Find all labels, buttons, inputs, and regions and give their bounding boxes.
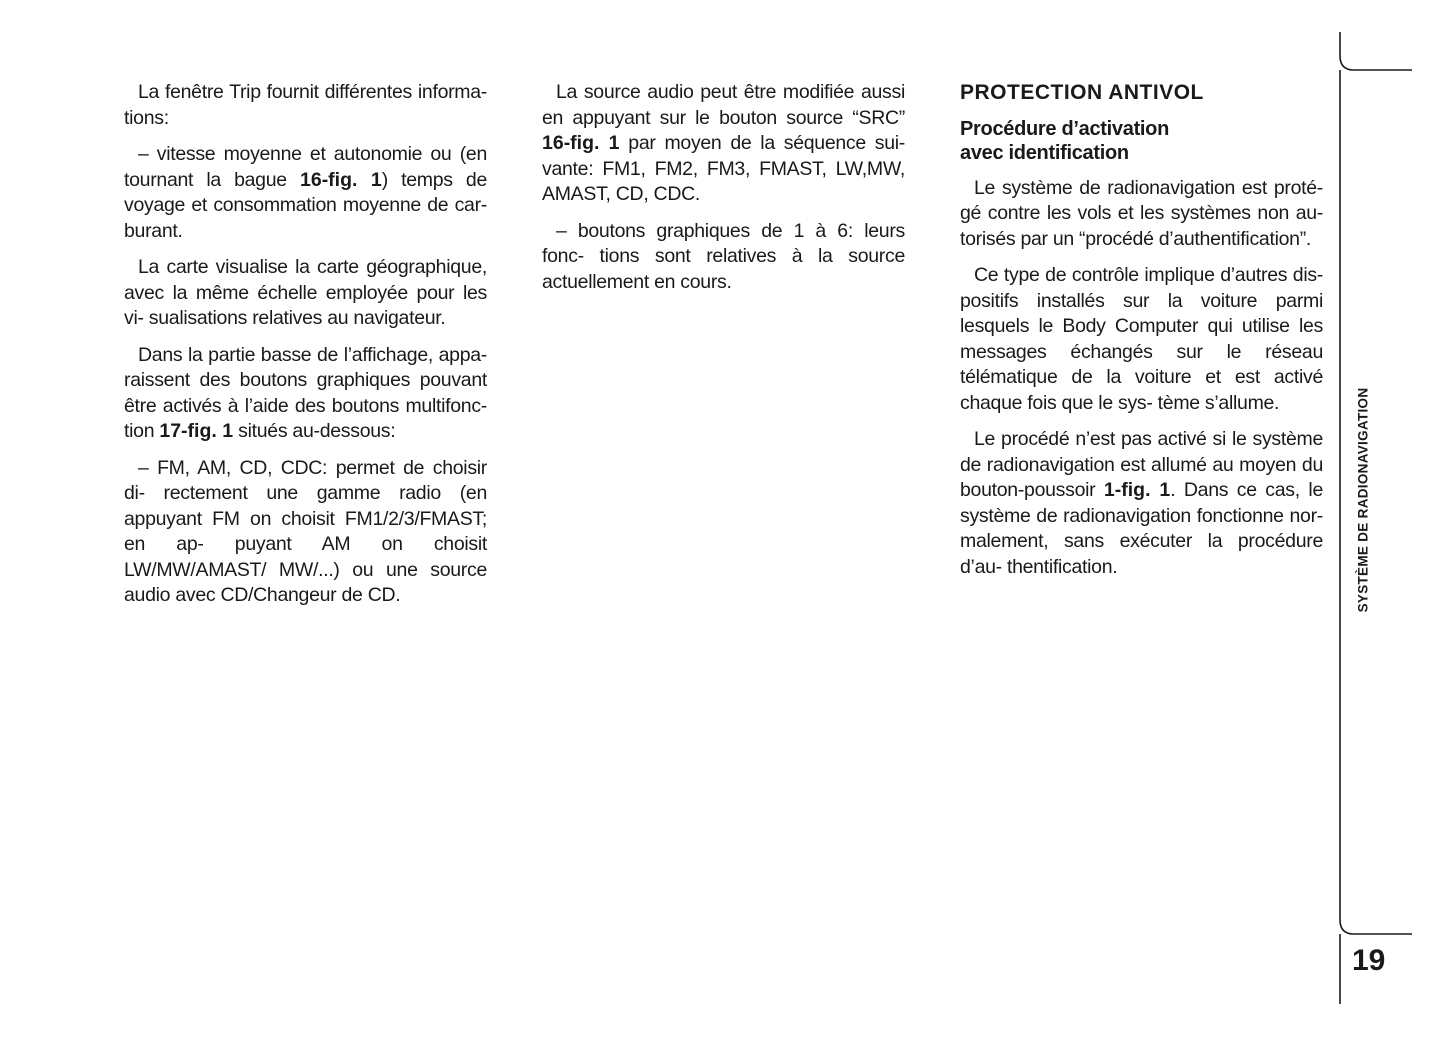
paragraph-text: La carte visualise la carte géographique, avec la même échelle employée pour les vi- sualisations relatives au navigateur. xyxy=(124,256,487,329)
paragraph-text: par moyen de la séquence sui- vante: FM1, FM2, FM3, FMAST, LW,MW, AMAST, CD, CDC. xyxy=(542,132,906,205)
subsection-heading-line: avec identification xyxy=(960,141,1129,164)
paragraph-text: situés au-dessous: xyxy=(233,420,396,442)
figure-reference: 17-fig. 1 xyxy=(159,420,234,442)
paragraph-text: . Dans ce cas, le système de radionavigation fonctionne nor- malement, sans exécuter la procédure d’au- thentification. xyxy=(960,479,1324,578)
figure-reference: 1-fig. 1 xyxy=(1103,479,1171,501)
paragraph xyxy=(124,80,487,131)
text-column-1 xyxy=(124,80,487,620)
paragraph-text: – vitesse moyenne et autonomie ou (en tournant la bague xyxy=(124,143,487,191)
paragraph-text: – FM, AM, CD, CDC: permet de choisir di- rectement une gamme radio (en appuyant FM on choisit FM1/2/3/FMAST; en ap- puyant AM on choisit LW/MW/AMAST/ MW/...) ou une source audio avec CD/Changeur de CD. xyxy=(124,456,487,606)
paragraph xyxy=(124,255,487,332)
paragraph-text: Le système de radionavigation est proté- gé contre les vols et les systèmes non au- torisés par un “procédé d’authentification”. xyxy=(960,176,1323,250)
section-heading: PROTECTION ANTIVOL xyxy=(960,81,1204,104)
figure-reference: 16-fig. 1 xyxy=(542,132,620,154)
paragraph xyxy=(124,456,487,609)
paragraph-text: ) temps de voyage et consommation moyenne de car- burant. xyxy=(124,168,487,242)
paragraph-text: Dans la partie basse de l’affichage, appa- raissent des boutons graphiques pouvant être activés à l’aide des boutons multifonc- tion xyxy=(124,343,487,442)
paragraph xyxy=(124,343,487,445)
paragraph xyxy=(124,142,487,244)
paragraph xyxy=(960,427,1323,580)
paragraph-text: Le procédé n’est pas activé si le système de radionavigation est allumé au moyen du bouton-poussoir xyxy=(960,428,1323,501)
chapter-title-vertical: SYSTÈME DE RADIONAVIGATION xyxy=(1355,387,1371,613)
text-column-3 xyxy=(960,80,1323,591)
paragraph-text: – boutons graphiques de 1 à 6: leurs fonc- tions sont relatives à la source actuellement en cours. xyxy=(542,219,905,293)
page-number: 19 xyxy=(1352,944,1386,977)
text-column-2 xyxy=(542,80,905,306)
figure-reference: 16-fig. 1 xyxy=(300,168,382,191)
paragraph-text: Ce type de contrôle implique d’autres dis- positifs installés sur la voiture parmi lesquels le Body Computer qui utilise les messages échangés sur le réseau télématique de la voiture et est activé chaque fois que le sys- tème s’allume. xyxy=(960,264,1323,414)
subsection-heading-line: Procédure d’activation xyxy=(960,117,1170,140)
paragraph xyxy=(542,219,905,296)
paragraph-text: La fenêtre Trip fournit différentes informa- tions: xyxy=(124,81,487,129)
paragraph xyxy=(542,80,905,208)
paragraph xyxy=(960,263,1323,416)
subsection-heading xyxy=(960,117,1323,165)
paragraph xyxy=(960,176,1323,253)
paragraph-text: La source audio peut être modifiée aussi en appuyant sur le bouton source “SRC” xyxy=(542,81,905,129)
